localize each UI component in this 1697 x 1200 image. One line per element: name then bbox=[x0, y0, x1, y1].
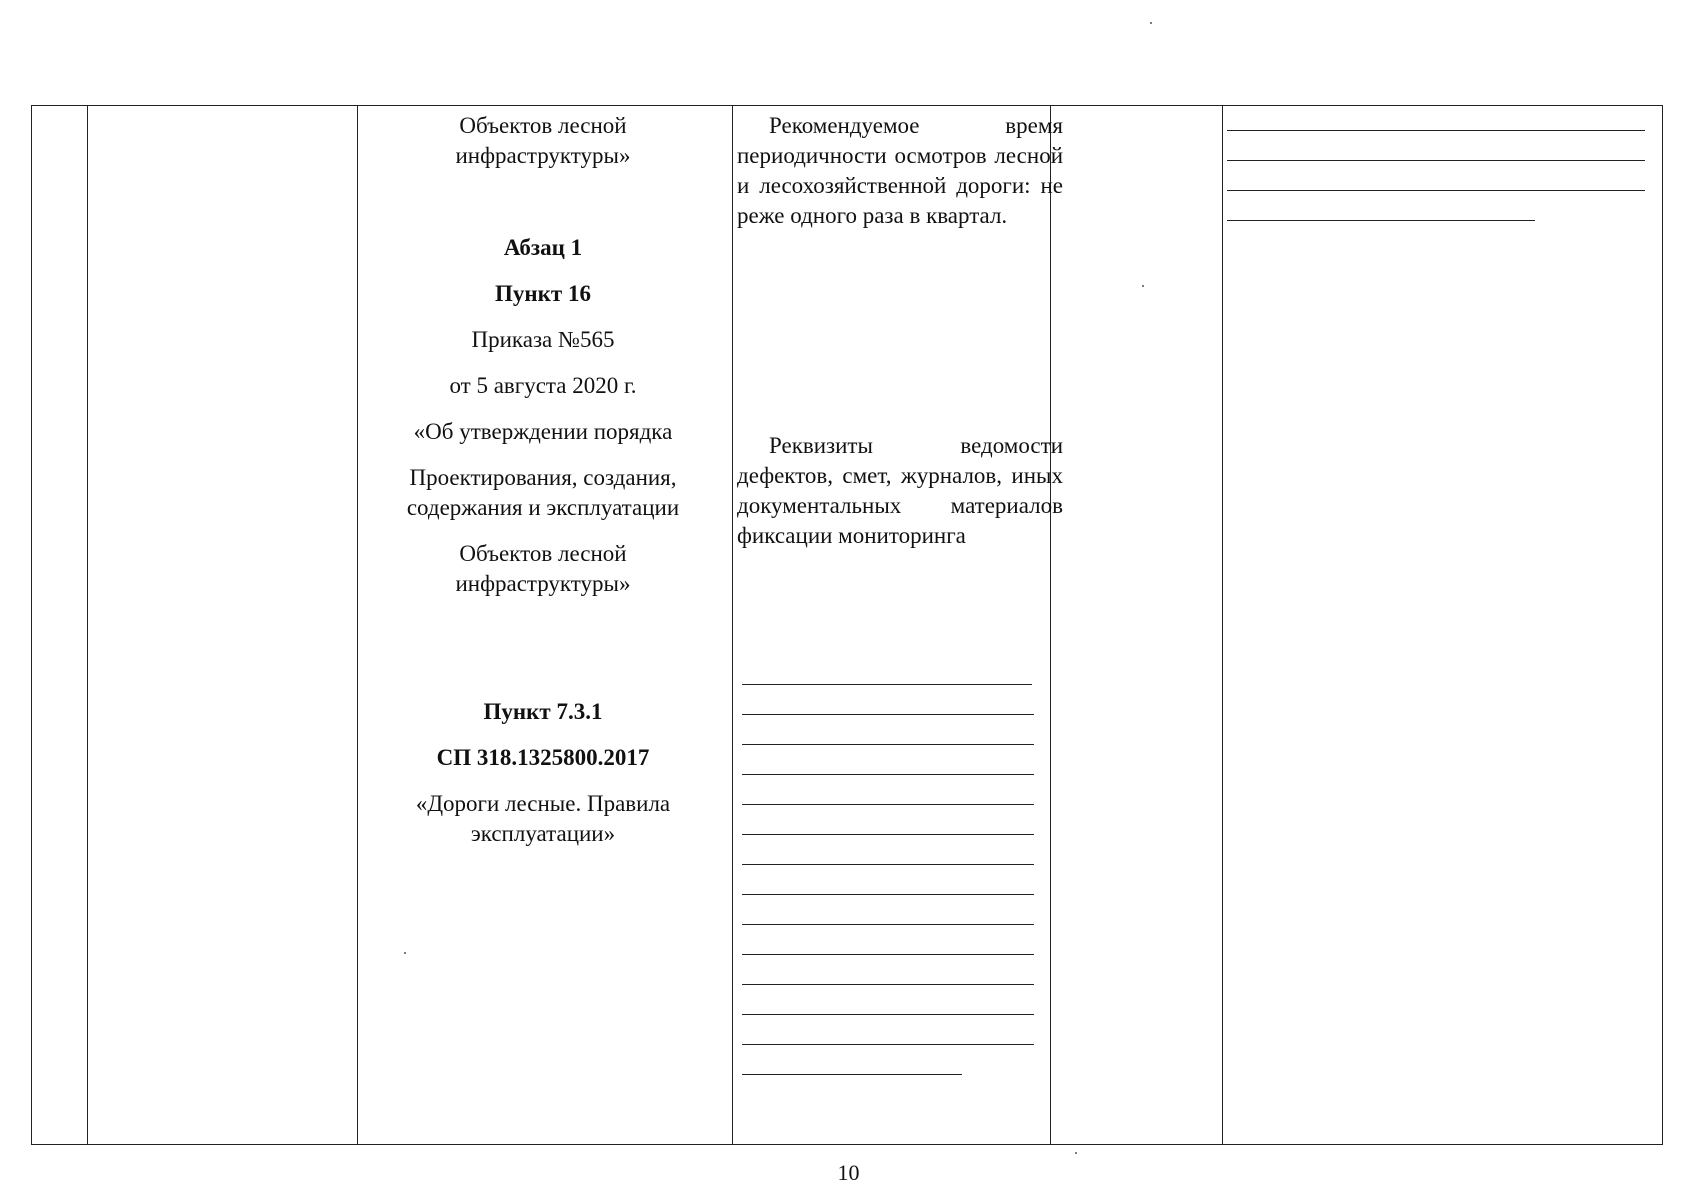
reference-paragraph: Абзац 1 bbox=[503, 235, 583, 260]
scan-speck bbox=[1150, 22, 1152, 24]
reference-date: от 5 августа 2020 г. bbox=[449, 373, 637, 398]
reference-clause: Пункт 16 bbox=[495, 281, 591, 306]
scan-speck bbox=[404, 952, 406, 954]
reference-title: «Об утверждении порядка bbox=[413, 419, 673, 444]
reference-title: Объектов лесной bbox=[459, 541, 627, 566]
fill-in-line bbox=[1227, 130, 1645, 131]
normative-reference-cell bbox=[357, 111, 729, 849]
fill-in-line bbox=[1227, 190, 1645, 191]
fill-in-line bbox=[742, 774, 1034, 775]
requirement-description-cell bbox=[737, 111, 1063, 551]
fill-in-line bbox=[742, 864, 1034, 865]
reference-text: Объектов лесной bbox=[459, 113, 627, 138]
fill-in-line bbox=[742, 954, 1034, 955]
fill-in-line bbox=[1227, 220, 1535, 221]
reference-title: Проектирования, создания, bbox=[409, 465, 677, 490]
reference-title: эксплуатации» bbox=[470, 821, 616, 846]
document-table bbox=[31, 105, 1663, 1145]
fill-in-line bbox=[742, 834, 1034, 835]
reference-order: Приказа №565 bbox=[471, 327, 615, 352]
reference-title: содержания и эксплуатации bbox=[406, 495, 680, 520]
fill-in-line bbox=[742, 804, 1034, 805]
scan-speck bbox=[1142, 285, 1144, 287]
column-divider bbox=[87, 106, 88, 1144]
fill-in-line bbox=[742, 744, 1034, 745]
inspection-frequency-text: Рекомендуемое время периодичности осмотров лесной и лесохозяйственной дороги: не реже одного раза в квартал. bbox=[737, 113, 1063, 228]
fill-in-line bbox=[742, 684, 1032, 685]
reference-title: «Дороги лесные. Правила bbox=[415, 791, 671, 816]
monitoring-documents-text: Реквизиты ведомости дефектов, смет, журналов, иных документальных материалов фиксации мониторинга bbox=[737, 433, 1063, 548]
fill-in-line bbox=[742, 1044, 1034, 1045]
fill-in-line bbox=[742, 894, 1034, 895]
fill-in-line bbox=[742, 714, 1034, 715]
reference-title: инфраструктуры» bbox=[455, 571, 631, 596]
reference-text: инфраструктуры» bbox=[455, 143, 631, 168]
fill-in-line bbox=[742, 984, 1034, 985]
column-divider bbox=[1222, 106, 1223, 1144]
fill-in-line bbox=[742, 1074, 962, 1075]
column-divider bbox=[732, 106, 733, 1144]
fill-in-line bbox=[742, 1014, 1034, 1015]
fill-in-line bbox=[742, 924, 1034, 925]
page-number: 10 bbox=[837, 1160, 860, 1185]
scan-speck bbox=[1075, 1152, 1077, 1154]
reference-clause: Пункт 7.3.1 bbox=[483, 699, 603, 724]
fill-in-line bbox=[1227, 160, 1645, 161]
reference-standard: СП 318.1325800.2017 bbox=[436, 745, 650, 770]
